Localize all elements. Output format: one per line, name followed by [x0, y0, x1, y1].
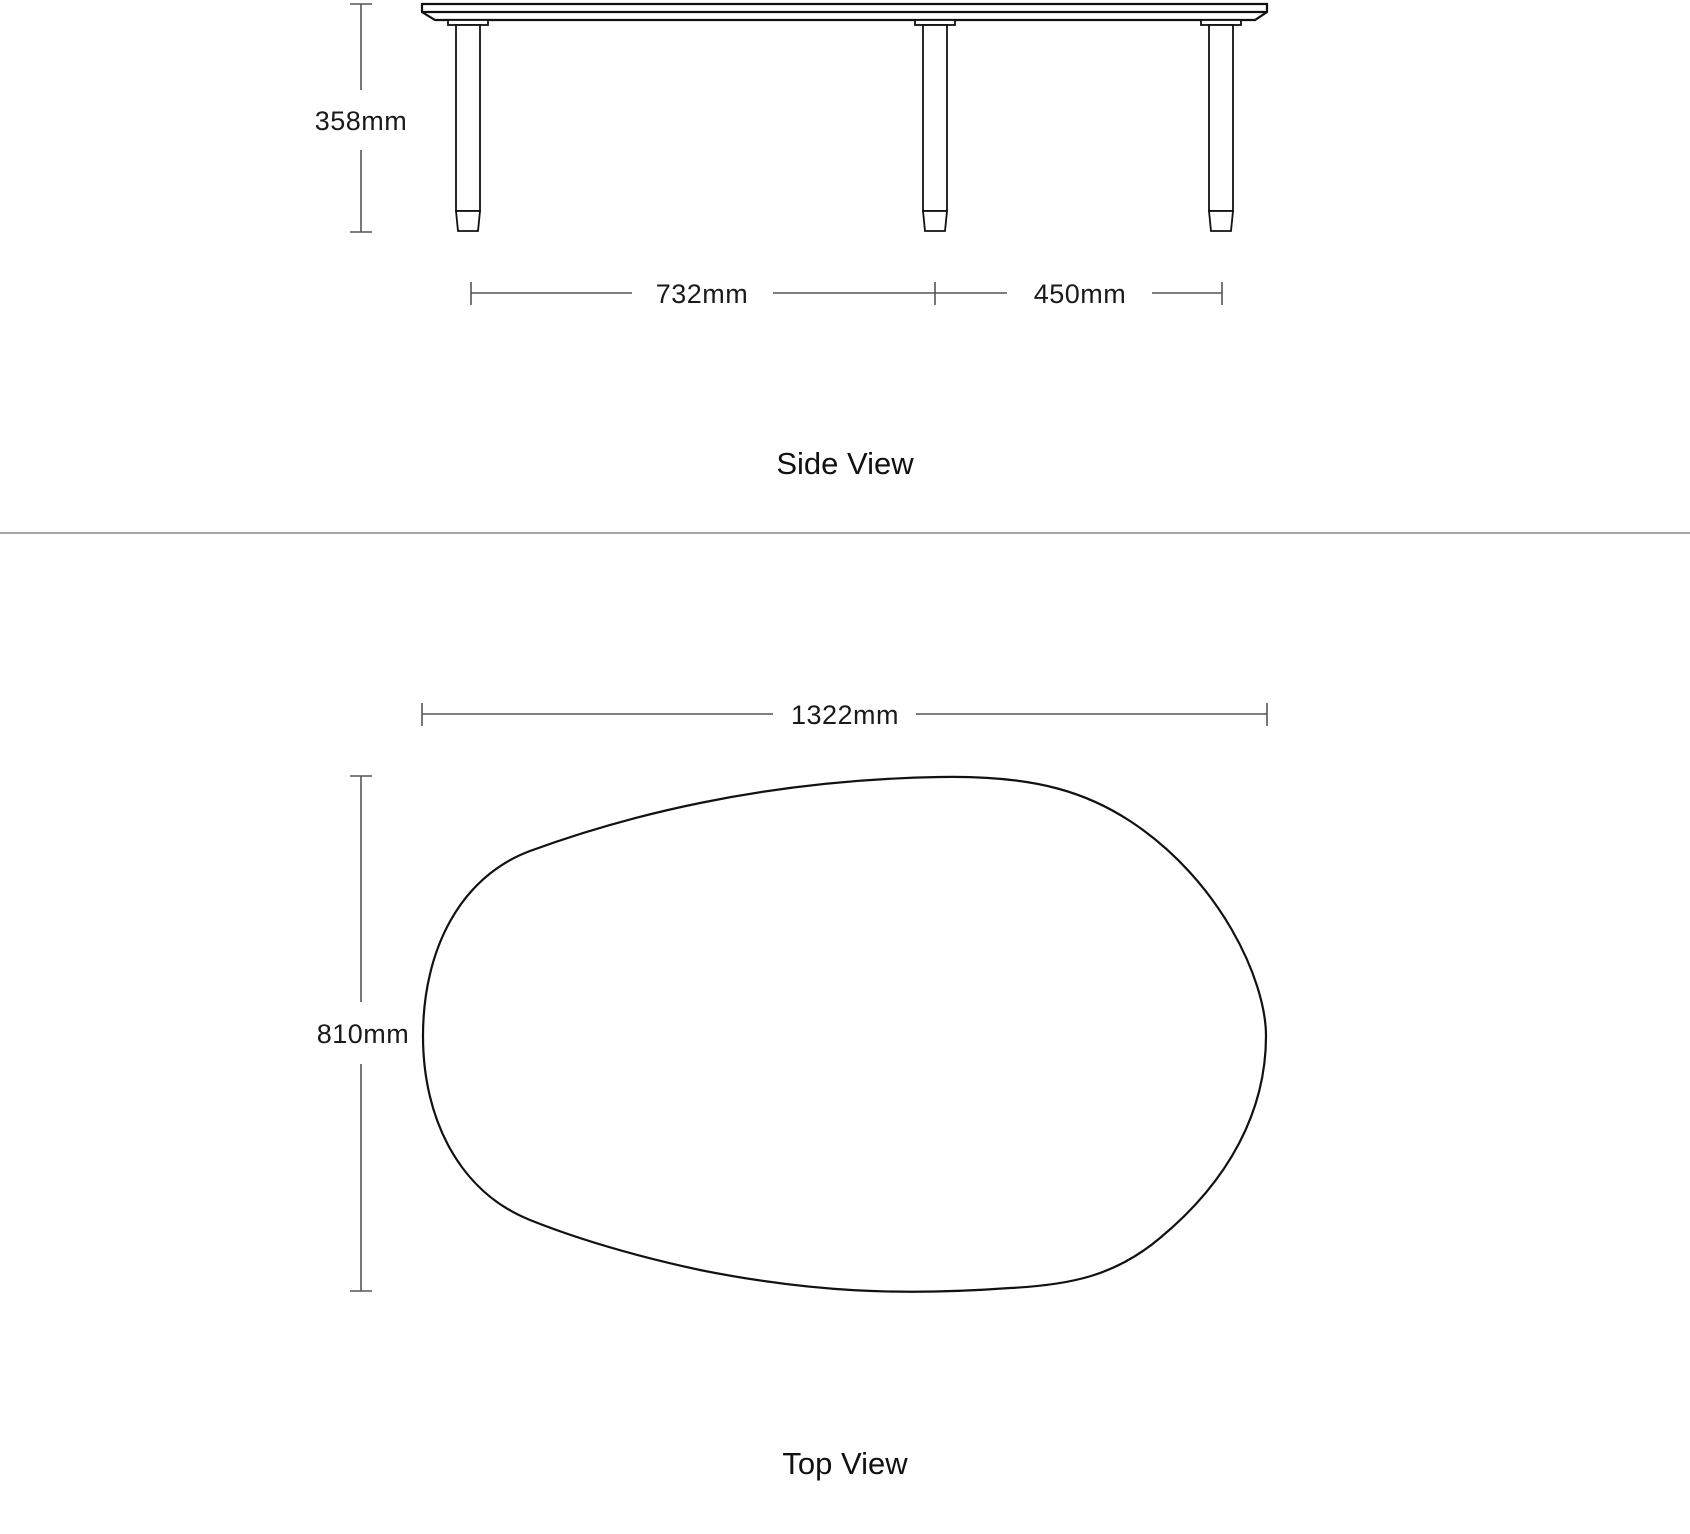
top-view-title: Top View — [782, 1446, 908, 1481]
side-view-leg-spacing-dimension — [471, 279, 1222, 309]
side-view-leg-left — [448, 20, 488, 231]
side-view-leg-right — [1201, 20, 1241, 231]
top-view — [317, 700, 1267, 1481]
side-view-height-dimension — [315, 4, 408, 232]
top-view-length-dimension — [422, 700, 1267, 730]
side-view-leg-middle — [915, 20, 955, 231]
side-view-title: Side View — [776, 446, 914, 481]
side-view — [315, 4, 1267, 481]
side-view-height-label: 358mm — [314, 106, 408, 136]
top-view-width-label: 810mm — [316, 1019, 410, 1049]
side-view-leg-spacing-left-label: 732mm — [655, 279, 749, 309]
top-view-width-dimension — [317, 776, 410, 1291]
top-view-tabletop-outline — [423, 777, 1266, 1292]
side-view-leg-spacing-right-label: 450mm — [1033, 279, 1127, 309]
top-view-length-label: 1322mm — [790, 700, 900, 730]
